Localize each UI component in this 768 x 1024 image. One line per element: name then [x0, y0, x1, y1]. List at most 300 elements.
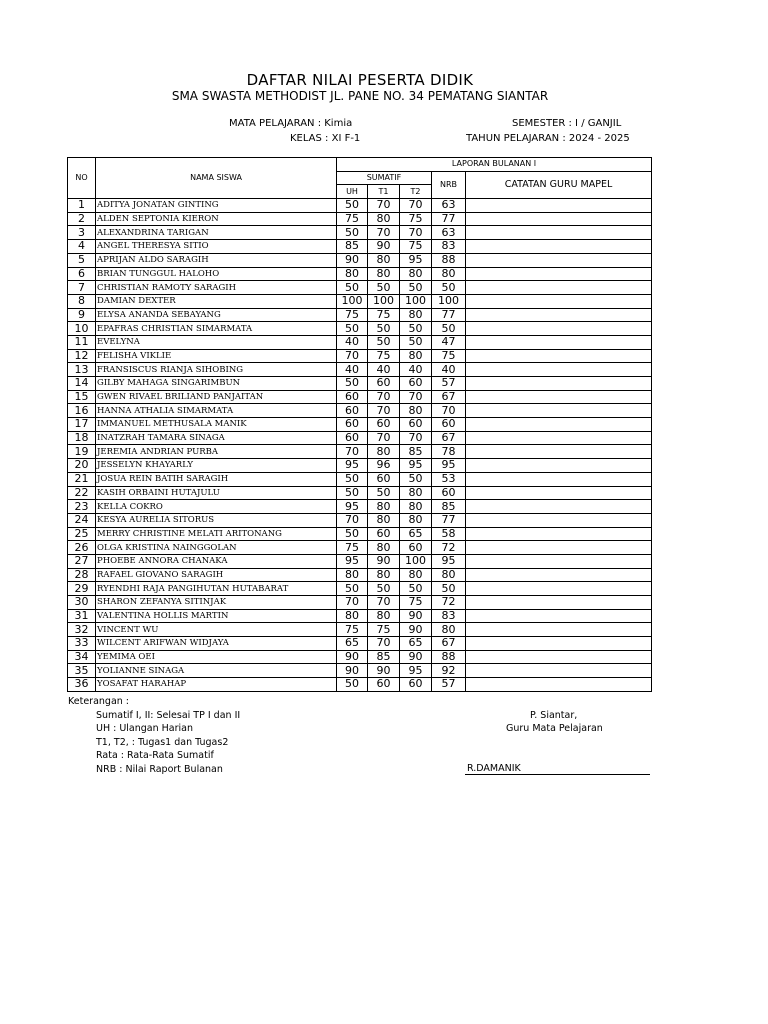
- row-nrb: 77: [432, 212, 466, 226]
- row-catatan: [466, 650, 652, 664]
- table-row: [68, 472, 652, 486]
- table-row: [68, 226, 652, 240]
- row-no: 26: [68, 541, 96, 555]
- table-row: [68, 541, 652, 555]
- row-t2: 50: [400, 335, 432, 349]
- row-no: 10: [68, 322, 96, 336]
- row-nama: BRIAN TUNGGUL HALOHO: [96, 267, 337, 281]
- row-nama: SHARON ZEFANYA SITINJAK: [96, 596, 337, 610]
- row-catatan: [466, 554, 652, 568]
- row-catatan: [466, 445, 652, 459]
- row-no: 25: [68, 527, 96, 541]
- row-no: 2: [68, 212, 96, 226]
- row-t2: 80: [400, 513, 432, 527]
- row-t1: 90: [368, 664, 400, 678]
- row-t2: 80: [400, 308, 432, 322]
- semester-label: SEMESTER : I / GANJIL: [512, 118, 622, 129]
- row-nama: MERRY CHRISTINE MELATI ARITONANG: [96, 527, 337, 541]
- row-t1: 50: [368, 486, 400, 500]
- row-nrb: 72: [432, 596, 466, 610]
- row-uh: 50: [337, 377, 368, 391]
- row-no: 13: [68, 363, 96, 377]
- table-row: [68, 377, 652, 391]
- row-no: 16: [68, 404, 96, 418]
- row-no: 34: [68, 650, 96, 664]
- table-row: [68, 486, 652, 500]
- row-t1: 80: [368, 541, 400, 555]
- row-uh: 60: [337, 431, 368, 445]
- row-uh: 75: [337, 212, 368, 226]
- row-no: 3: [68, 226, 96, 240]
- row-nrb: 67: [432, 431, 466, 445]
- row-catatan: [466, 596, 652, 610]
- row-nama: YOSAFAT HARAHAP: [96, 678, 337, 692]
- row-nama: YOLIANNE SINAGA: [96, 664, 337, 678]
- table-row: [68, 404, 652, 418]
- row-no: 27: [68, 554, 96, 568]
- row-nrb: 80: [432, 568, 466, 582]
- signature-line: [465, 774, 650, 775]
- row-no: 32: [68, 623, 96, 637]
- school-year-label: TAHUN PELAJARAN : 2024 - 2025: [466, 133, 630, 144]
- row-nama: ANGEL THERESYA SITIO: [96, 240, 337, 254]
- table-row: [68, 678, 652, 692]
- table-row: [68, 500, 652, 514]
- row-t1: 70: [368, 226, 400, 240]
- row-nama: FELISHA VIKLIE: [96, 349, 337, 363]
- header-no: NO: [68, 158, 96, 199]
- row-uh: 50: [337, 226, 368, 240]
- row-catatan: [466, 541, 652, 555]
- row-t2: 95: [400, 459, 432, 473]
- row-t1: 40: [368, 363, 400, 377]
- row-uh: 90: [337, 664, 368, 678]
- row-nama: JEREMIA ANDRIAN PURBA: [96, 445, 337, 459]
- school-year-clip: [466, 133, 651, 144]
- footer-note-4: Rata : Rata-Rata Sumatif: [96, 750, 214, 761]
- row-t1: 70: [368, 404, 400, 418]
- header-catatan: CATATAN GURU MAPEL: [466, 171, 652, 198]
- table-row: [68, 459, 652, 473]
- row-t2: 50: [400, 472, 432, 486]
- row-nama: OLGA KRISTINA NAINGGOLAN: [96, 541, 337, 555]
- table-row: [68, 390, 652, 404]
- row-catatan: [466, 281, 652, 295]
- row-catatan: [466, 472, 652, 486]
- row-no: 6: [68, 267, 96, 281]
- row-t2: 60: [400, 377, 432, 391]
- row-t1: 100: [368, 294, 400, 308]
- row-no: 8: [68, 294, 96, 308]
- row-uh: 75: [337, 308, 368, 322]
- page-title: DAFTAR NILAI PESERTA DIDIK: [246, 71, 474, 89]
- footer-note-5: NRB : Nilai Raport Bulanan: [96, 764, 223, 775]
- subject-label: MATA PELAJARAN : Kimia: [229, 118, 353, 129]
- row-t2: 80: [400, 568, 432, 582]
- row-no: 15: [68, 390, 96, 404]
- row-t2: 65: [400, 527, 432, 541]
- row-t2: 75: [400, 212, 432, 226]
- table-row: [68, 445, 652, 459]
- row-no: 14: [68, 377, 96, 391]
- footer-note-3: T1, T2, : Tugas1 dan Tugas2: [96, 737, 229, 748]
- row-nrb: 95: [432, 554, 466, 568]
- row-nama: INATZRAH TAMARA SINAGA: [96, 431, 337, 445]
- row-t1: 80: [368, 609, 400, 623]
- row-t1: 70: [368, 596, 400, 610]
- row-no: 18: [68, 431, 96, 445]
- header-t1: T1: [368, 185, 400, 199]
- row-t1: 80: [368, 500, 400, 514]
- row-no: 28: [68, 568, 96, 582]
- footer-note-2: UH : Ulangan Harian: [96, 723, 194, 734]
- row-t2: 90: [400, 623, 432, 637]
- row-nama: CHRISTIAN RAMOTY SARAGIH: [96, 281, 337, 295]
- row-nama: EPAFRAS CHRISTIAN SIMARMATA: [96, 322, 337, 336]
- row-nama: YEMIMA OEI: [96, 650, 337, 664]
- row-t1: 80: [368, 212, 400, 226]
- row-nama: HANNA ATHALIA SIMARMATA: [96, 404, 337, 418]
- row-catatan: [466, 308, 652, 322]
- row-no: 4: [68, 240, 96, 254]
- row-catatan: [466, 226, 652, 240]
- table-row: [68, 335, 652, 349]
- row-nrb: 67: [432, 390, 466, 404]
- row-uh: 50: [337, 678, 368, 692]
- row-uh: 75: [337, 623, 368, 637]
- row-nrb: 100: [432, 294, 466, 308]
- row-catatan: [466, 390, 652, 404]
- row-nrb: 50: [432, 281, 466, 295]
- row-nama: KELLA COKRO: [96, 500, 337, 514]
- header-nrb: NRB: [432, 171, 466, 198]
- row-uh: 80: [337, 267, 368, 281]
- row-t2: 100: [400, 294, 432, 308]
- table-row: [68, 513, 652, 527]
- table-row: [68, 267, 652, 281]
- row-nrb: 70: [432, 404, 466, 418]
- row-t2: 80: [400, 404, 432, 418]
- row-catatan: [466, 404, 652, 418]
- row-nrb: 47: [432, 335, 466, 349]
- class-label: KELAS : XI F-1: [290, 133, 361, 144]
- row-catatan: [466, 513, 652, 527]
- row-nama: IMMANUEL METHUSALA MANIK: [96, 418, 337, 432]
- row-t2: 40: [400, 363, 432, 377]
- row-t2: 60: [400, 541, 432, 555]
- row-uh: 50: [337, 281, 368, 295]
- table-row: [68, 281, 652, 295]
- row-no: 19: [68, 445, 96, 459]
- row-t2: 75: [400, 596, 432, 610]
- row-no: 5: [68, 253, 96, 267]
- semester-clip: [512, 118, 651, 129]
- row-no: 20: [68, 459, 96, 473]
- row-no: 23: [68, 500, 96, 514]
- row-uh: 65: [337, 637, 368, 651]
- row-nama: JOSUA REIN BATIH SARAGIH: [96, 472, 337, 486]
- footer-note-1: Sumatif I, II: Selesai TP I dan II: [96, 710, 241, 721]
- row-t2: 70: [400, 199, 432, 213]
- row-nrb: 67: [432, 637, 466, 651]
- row-nama: RAFAEL GIOVANO SARAGIH: [96, 568, 337, 582]
- row-nrb: 63: [432, 199, 466, 213]
- table-row: [68, 199, 652, 213]
- row-catatan: [466, 637, 652, 651]
- row-catatan: [466, 240, 652, 254]
- signature-place: P. Siantar,: [530, 710, 578, 721]
- row-t2: 80: [400, 486, 432, 500]
- row-t2: 95: [400, 664, 432, 678]
- signature-name: R.DAMANIK: [467, 763, 521, 774]
- row-t2: 90: [400, 650, 432, 664]
- row-nrb: 40: [432, 363, 466, 377]
- row-nrb: 72: [432, 541, 466, 555]
- row-nama: ADITYA JONATAN GINTING: [96, 199, 337, 213]
- header-row-1: [68, 158, 652, 172]
- row-uh: 95: [337, 554, 368, 568]
- row-no: 7: [68, 281, 96, 295]
- table-row: [68, 308, 652, 322]
- row-no: 33: [68, 637, 96, 651]
- row-t2: 70: [400, 226, 432, 240]
- row-t1: 60: [368, 472, 400, 486]
- row-nrb: 57: [432, 377, 466, 391]
- row-t1: 85: [368, 650, 400, 664]
- row-uh: 75: [337, 541, 368, 555]
- row-no: 11: [68, 335, 96, 349]
- row-nama: VALENTINA HOLLIS MARTIN: [96, 609, 337, 623]
- row-uh: 70: [337, 513, 368, 527]
- row-uh: 80: [337, 609, 368, 623]
- table-row: [68, 596, 652, 610]
- footer-keterangan: Keterangan :: [68, 696, 130, 707]
- row-t1: 70: [368, 390, 400, 404]
- header-uh: UH: [337, 185, 368, 199]
- row-t1: 80: [368, 267, 400, 281]
- row-no: 35: [68, 664, 96, 678]
- row-catatan: [466, 431, 652, 445]
- row-nrb: 63: [432, 226, 466, 240]
- row-uh: 50: [337, 486, 368, 500]
- table-row: [68, 212, 652, 226]
- row-nrb: 95: [432, 459, 466, 473]
- row-nrb: 92: [432, 664, 466, 678]
- row-nrb: 58: [432, 527, 466, 541]
- table-row: [68, 322, 652, 336]
- row-no: 17: [68, 418, 96, 432]
- header-laporan: LAPORAN BULANAN I: [337, 158, 652, 172]
- row-uh: 80: [337, 568, 368, 582]
- grades-table: [67, 157, 652, 692]
- row-catatan: [466, 294, 652, 308]
- row-uh: 90: [337, 253, 368, 267]
- row-nama: JESSELYN KHAYARLY: [96, 459, 337, 473]
- table-row: [68, 623, 652, 637]
- table-row: [68, 253, 652, 267]
- table-row: [68, 609, 652, 623]
- row-nama: DAMIAN DEXTER: [96, 294, 337, 308]
- row-uh: 50: [337, 472, 368, 486]
- row-nama: RYENDHI RAJA PANGIHUTAN HUTABARAT: [96, 582, 337, 596]
- table-row: [68, 418, 652, 432]
- row-t1: 70: [368, 431, 400, 445]
- row-t1: 75: [368, 349, 400, 363]
- row-nrb: 50: [432, 322, 466, 336]
- row-nrb: 60: [432, 486, 466, 500]
- row-uh: 70: [337, 445, 368, 459]
- row-t2: 60: [400, 678, 432, 692]
- row-t1: 75: [368, 308, 400, 322]
- row-t2: 60: [400, 418, 432, 432]
- row-t1: 80: [368, 253, 400, 267]
- row-catatan: [466, 349, 652, 363]
- row-uh: 40: [337, 335, 368, 349]
- row-uh: 50: [337, 322, 368, 336]
- row-t1: 80: [368, 513, 400, 527]
- row-t2: 85: [400, 445, 432, 459]
- row-uh: 70: [337, 349, 368, 363]
- row-nama: ALDEN SEPTONIA KIERON: [96, 212, 337, 226]
- row-nrb: 83: [432, 609, 466, 623]
- row-catatan: [466, 609, 652, 623]
- row-catatan: [466, 199, 652, 213]
- row-catatan: [466, 418, 652, 432]
- table-row: [68, 582, 652, 596]
- row-uh: 50: [337, 582, 368, 596]
- row-catatan: [466, 527, 652, 541]
- row-no: 9: [68, 308, 96, 322]
- row-nama: APRIJAN ALDO SARAGIH: [96, 253, 337, 267]
- row-t1: 90: [368, 554, 400, 568]
- row-no: 1: [68, 199, 96, 213]
- row-catatan: [466, 500, 652, 514]
- row-nrb: 75: [432, 349, 466, 363]
- row-catatan: [466, 664, 652, 678]
- row-uh: 95: [337, 500, 368, 514]
- row-nrb: 50: [432, 582, 466, 596]
- table-row: [68, 527, 652, 541]
- row-t1: 70: [368, 199, 400, 213]
- row-t1: 90: [368, 240, 400, 254]
- row-nrb: 60: [432, 418, 466, 432]
- row-nrb: 85: [432, 500, 466, 514]
- row-nama: GILBY MAHAGA SINGARIMBUN: [96, 377, 337, 391]
- row-t2: 90: [400, 609, 432, 623]
- row-t2: 95: [400, 253, 432, 267]
- row-catatan: [466, 267, 652, 281]
- table-row: [68, 363, 652, 377]
- row-no: 30: [68, 596, 96, 610]
- row-no: 21: [68, 472, 96, 486]
- row-t2: 70: [400, 390, 432, 404]
- row-nrb: 83: [432, 240, 466, 254]
- row-uh: 95: [337, 459, 368, 473]
- row-no: 22: [68, 486, 96, 500]
- row-no: 24: [68, 513, 96, 527]
- row-t2: 50: [400, 322, 432, 336]
- row-t1: 96: [368, 459, 400, 473]
- row-t1: 80: [368, 445, 400, 459]
- row-t1: 60: [368, 418, 400, 432]
- row-uh: 70: [337, 596, 368, 610]
- row-t2: 50: [400, 281, 432, 295]
- header-nama: NAMA SISWA: [96, 158, 337, 199]
- row-uh: 40: [337, 363, 368, 377]
- row-t2: 100: [400, 554, 432, 568]
- row-uh: 85: [337, 240, 368, 254]
- row-no: 36: [68, 678, 96, 692]
- row-nama: KASIH ORBAINI HUTAJULU: [96, 486, 337, 500]
- row-t1: 50: [368, 335, 400, 349]
- row-t1: 75: [368, 623, 400, 637]
- row-nrb: 80: [432, 623, 466, 637]
- row-catatan: [466, 322, 652, 336]
- row-t2: 80: [400, 267, 432, 281]
- row-catatan: [466, 253, 652, 267]
- row-uh: 100: [337, 294, 368, 308]
- row-t1: 60: [368, 678, 400, 692]
- table-row: [68, 240, 652, 254]
- row-catatan: [466, 335, 652, 349]
- row-nrb: 53: [432, 472, 466, 486]
- row-catatan: [466, 582, 652, 596]
- header-sumatif: SUMATIF: [337, 171, 432, 185]
- row-nrb: 80: [432, 267, 466, 281]
- row-catatan: [466, 459, 652, 473]
- row-nama: WILCENT ARIFWAN WIDJAYA: [96, 637, 337, 651]
- row-uh: 50: [337, 527, 368, 541]
- row-t1: 60: [368, 377, 400, 391]
- row-no: 12: [68, 349, 96, 363]
- row-uh: 60: [337, 418, 368, 432]
- row-nama: ELYSA ANANDA SEBAYANG: [96, 308, 337, 322]
- table-row: [68, 349, 652, 363]
- row-uh: 50: [337, 199, 368, 213]
- row-t2: 65: [400, 637, 432, 651]
- row-t2: 50: [400, 582, 432, 596]
- row-nama: KESYA AURELIA SITORUS: [96, 513, 337, 527]
- row-t1: 50: [368, 281, 400, 295]
- row-catatan: [466, 363, 652, 377]
- table-row: [68, 431, 652, 445]
- row-catatan: [466, 377, 652, 391]
- table-row: [68, 637, 652, 651]
- row-nrb: 77: [432, 308, 466, 322]
- row-t1: 70: [368, 637, 400, 651]
- row-catatan: [466, 486, 652, 500]
- row-t1: 60: [368, 527, 400, 541]
- row-uh: 60: [337, 390, 368, 404]
- row-t2: 80: [400, 500, 432, 514]
- row-t2: 70: [400, 431, 432, 445]
- table-row: [68, 554, 652, 568]
- row-nama: ALEXANDRINA TARIGAN: [96, 226, 337, 240]
- row-nama: FRANSISCUS RIANJA SIHOBING: [96, 363, 337, 377]
- row-nrb: 78: [432, 445, 466, 459]
- row-nama: PHOEBE ANNORA CHANAKA: [96, 554, 337, 568]
- row-nama: EVELYNA: [96, 335, 337, 349]
- table-row: [68, 294, 652, 308]
- row-uh: 90: [337, 650, 368, 664]
- row-no: 29: [68, 582, 96, 596]
- row-uh: 60: [337, 404, 368, 418]
- row-t2: 80: [400, 349, 432, 363]
- row-catatan: [466, 678, 652, 692]
- header-t2: T2: [400, 185, 432, 199]
- row-t2: 75: [400, 240, 432, 254]
- signature-role: Guru Mata Pelajaran: [506, 723, 603, 734]
